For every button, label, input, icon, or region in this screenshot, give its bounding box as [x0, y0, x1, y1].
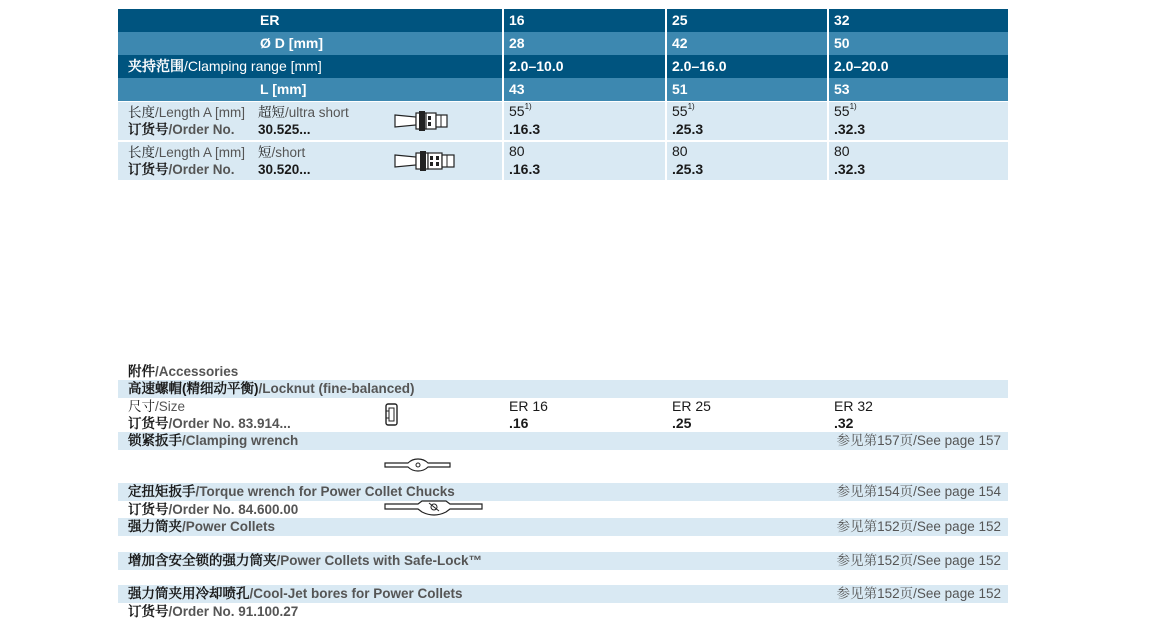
header-label: ER [260, 12, 280, 28]
power-collets-ref[interactable]: 参见第152页/See page 152 [836, 519, 1001, 534]
order-suffix: .25.3 [672, 121, 704, 137]
header-value: 25 [672, 12, 688, 28]
body-row-short [118, 142, 1008, 180]
header-value: 53 [834, 81, 850, 97]
header-value: 2.0–16.0 [672, 58, 727, 74]
order-label: 订货号/Order No. [128, 122, 235, 137]
length-value: 55$^{1)}$ [672, 102, 695, 119]
locknut-icon [385, 403, 399, 427]
length-value: 55$^{1)}$ [509, 102, 532, 119]
locknut-title: 高速螺帽(精细动平衡)/Locknut (fine-balanced) [128, 381, 415, 396]
torque-wrench-order: 订货号/Order No. 84.600.00 [128, 502, 299, 517]
size-label: 尺寸/Size [128, 399, 186, 414]
cool-jet-order: 订货号/Order No. 91.100.27 [128, 604, 299, 619]
cool-jet-title: 强力筒夹用冷却喷孔/Cool-Jet bores for Power Collets [128, 586, 463, 601]
length-value: 55$^{1)}$ [834, 102, 857, 119]
torque-wrench-title: 定扭矩扳手/Torque wrench for Power Collet Chucks [128, 484, 455, 499]
cool-jet-ref[interactable]: 参见第152页/See page 152 [836, 586, 1001, 601]
length-label: 长度/Length A [mm] [128, 145, 246, 160]
safe-lock-row [118, 552, 1008, 570]
locknut-order-label: 订货号/Order No. 83.914... [128, 416, 291, 431]
length-value: 80 [509, 143, 525, 159]
header-label: 夹持范围/Clamping range [mm] [128, 58, 322, 74]
torque-wrench-row [118, 483, 1008, 501]
power-collets-title: 强力筒夹/Power Collets [128, 519, 276, 534]
type-label: 短/short [258, 145, 306, 160]
length-value: 80 [834, 143, 850, 159]
cool-jet-row [118, 585, 1008, 603]
length-value: 80 [672, 143, 688, 159]
power-collets-row [118, 518, 1008, 536]
order-suffix: .25.3 [672, 161, 704, 177]
header-value: 28 [509, 35, 525, 51]
torque-wrench-ref[interactable]: 参见第154页/See page 154 [836, 484, 1001, 499]
locknut-size: ER 16 [509, 398, 548, 414]
header-row-er [118, 9, 1008, 32]
length-label: 长度/Length A [mm] [128, 105, 246, 120]
locknut-row [118, 380, 1008, 398]
order-suffix: .16.3 [509, 121, 541, 137]
accessories-title: 附件/Accessories [128, 364, 239, 379]
clamping-wrench-title: 锁紧扳手/Clamping wrench [128, 433, 299, 448]
header-value: 42 [672, 35, 688, 51]
locknut-suffix: .32 [834, 415, 854, 431]
order-label: 订货号/Order No. [128, 162, 235, 177]
type-label: 超短/ultra short [258, 105, 349, 120]
order-base: 30.520... [258, 162, 311, 177]
clamping-wrench-row [118, 432, 1008, 450]
locknut-size: ER 25 [672, 398, 711, 414]
header-value: 16 [509, 12, 525, 28]
clamping-wrench-ref[interactable]: 参见第157页/See page 157 [836, 433, 1001, 448]
header-label: L [mm] [260, 81, 307, 97]
torque-wrench-icon [384, 500, 484, 518]
header-label: Ø D [mm] [260, 35, 323, 51]
header-row-clamping-range [118, 55, 1008, 78]
locknut-suffix: .16 [509, 415, 529, 431]
ultra-short-chuck-icon [394, 108, 454, 134]
short-chuck-icon [394, 148, 460, 174]
header-value: 2.0–10.0 [509, 58, 564, 74]
header-value: 50 [834, 35, 850, 51]
header-value: 51 [672, 81, 688, 97]
order-suffix: .32.3 [834, 121, 866, 137]
safe-lock-ref[interactable]: 参见第152页/See page 152 [836, 553, 1001, 568]
header-row-diameter [118, 32, 1008, 55]
order-suffix: .32.3 [834, 161, 866, 177]
locknut-suffix: .25 [672, 415, 692, 431]
clamping-wrench-icon [384, 458, 452, 472]
safe-lock-title: 增加含安全锁的强力筒夹/Power Collets with Safe-Lock™ [128, 553, 483, 568]
header-value: 2.0–20.0 [834, 58, 889, 74]
locknut-size: ER 32 [834, 398, 873, 414]
order-base: 30.525... [258, 122, 311, 137]
header-row-length-l [118, 78, 1008, 101]
body-row-ultra-short [118, 102, 1008, 140]
header-value: 43 [509, 81, 525, 97]
order-suffix: .16.3 [509, 161, 541, 177]
header-value: 32 [834, 12, 850, 28]
